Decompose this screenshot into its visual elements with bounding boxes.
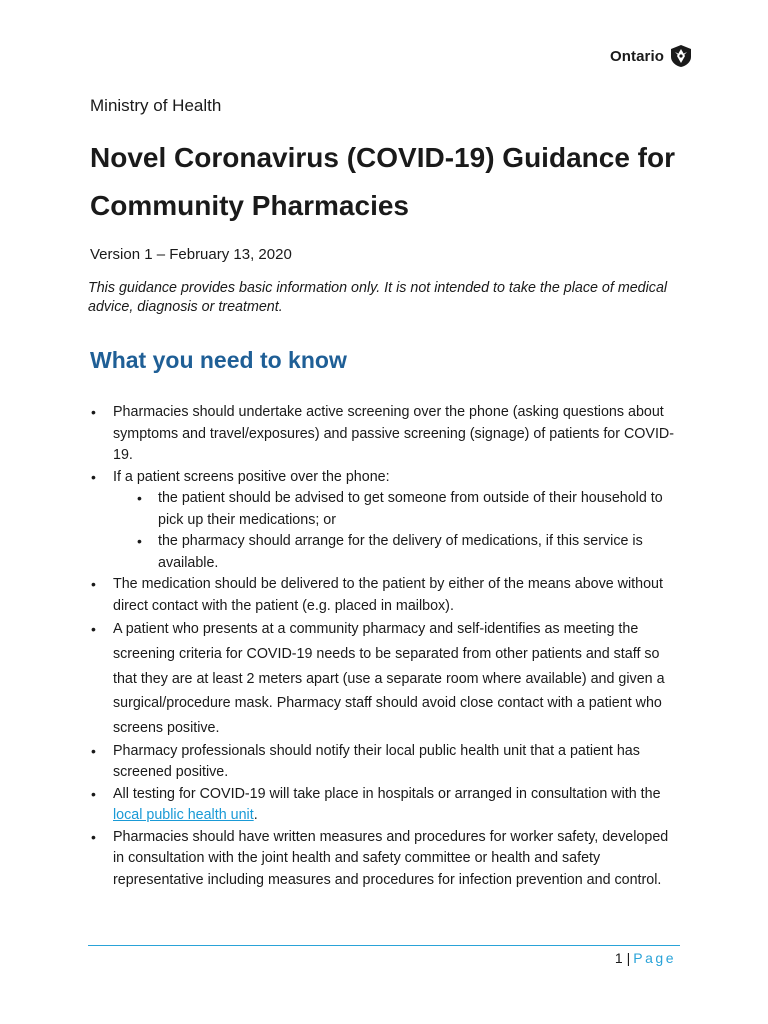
sub-list — [113, 488, 683, 574]
list-item: • Pharmacy professionals should notify their local public health unit that a patient has screened positive. — [113, 741, 683, 784]
disclaimer: This guidance provides basic information only. It is not intended to take the place of medical advice, diagnosis or treatment. — [88, 280, 668, 315]
list-item-phone-positive — [113, 467, 683, 575]
testing-text: All testing for COVID-19 will take place in hospitals or arranged in consultation with the — [113, 785, 661, 802]
list-item: • Pharmacies should have written measures and procedures for worker safety, developed in consultation with the joint health and safety committee or health and safety representative including measures and procedures for infection prevention and control. — [113, 827, 683, 892]
document-title: Novel Coronavirus (COVID-19) Guidance for Community Pharmacies — [90, 142, 675, 221]
sub-list-item: • the patient should be advised to get someone from outside of their household to pick up their medications; or — [158, 488, 683, 531]
list-item: • The medication should be delivered to the patient by either of the means above without direct contact with the patient (e.g. placed in mailbox). — [113, 574, 683, 617]
page-number-value: 1 — [614, 950, 623, 966]
trillium-icon — [670, 44, 692, 68]
ministry-name: Ministry of Health — [90, 96, 222, 115]
public-health-unit-link[interactable]: local public health unit — [113, 807, 254, 824]
list-item: • Pharmacies should undertake active screening over the phone (asking questions about symptoms and travel/exposures) and passive screening (signage) of patients for COVID-19. — [113, 402, 683, 467]
sub-list-item: • the pharmacy should arrange for the delivery of medications, if this service is available. — [158, 531, 683, 574]
list-item-text: If a patient screens positive over the phone: — [113, 468, 390, 485]
page-number — [615, 950, 676, 966]
version-line: Version 1 – February 13, 2020 — [90, 246, 292, 263]
testing-text-end: . — [253, 807, 258, 824]
page-label: Page — [633, 950, 676, 966]
guidance-list — [113, 402, 683, 891]
page-separator: | — [626, 950, 631, 966]
list-item-testing — [113, 784, 683, 827]
section-heading: What you need to know — [90, 347, 347, 373]
footer-divider — [88, 945, 680, 946]
ontario-logo — [610, 44, 692, 68]
list-item: • A patient who presents at a community pharmacy and self-identifies as meeting the screening criteria for COVID-19 needs to be separated from other patients and staff so that they are at least 2 meters apart (use a separate room where available) and given a surgical/procedure mask. Pharmacy staff should avoid close contact with a patient who screens positive. — [113, 617, 683, 741]
logo-text: Ontario — [609, 47, 664, 65]
